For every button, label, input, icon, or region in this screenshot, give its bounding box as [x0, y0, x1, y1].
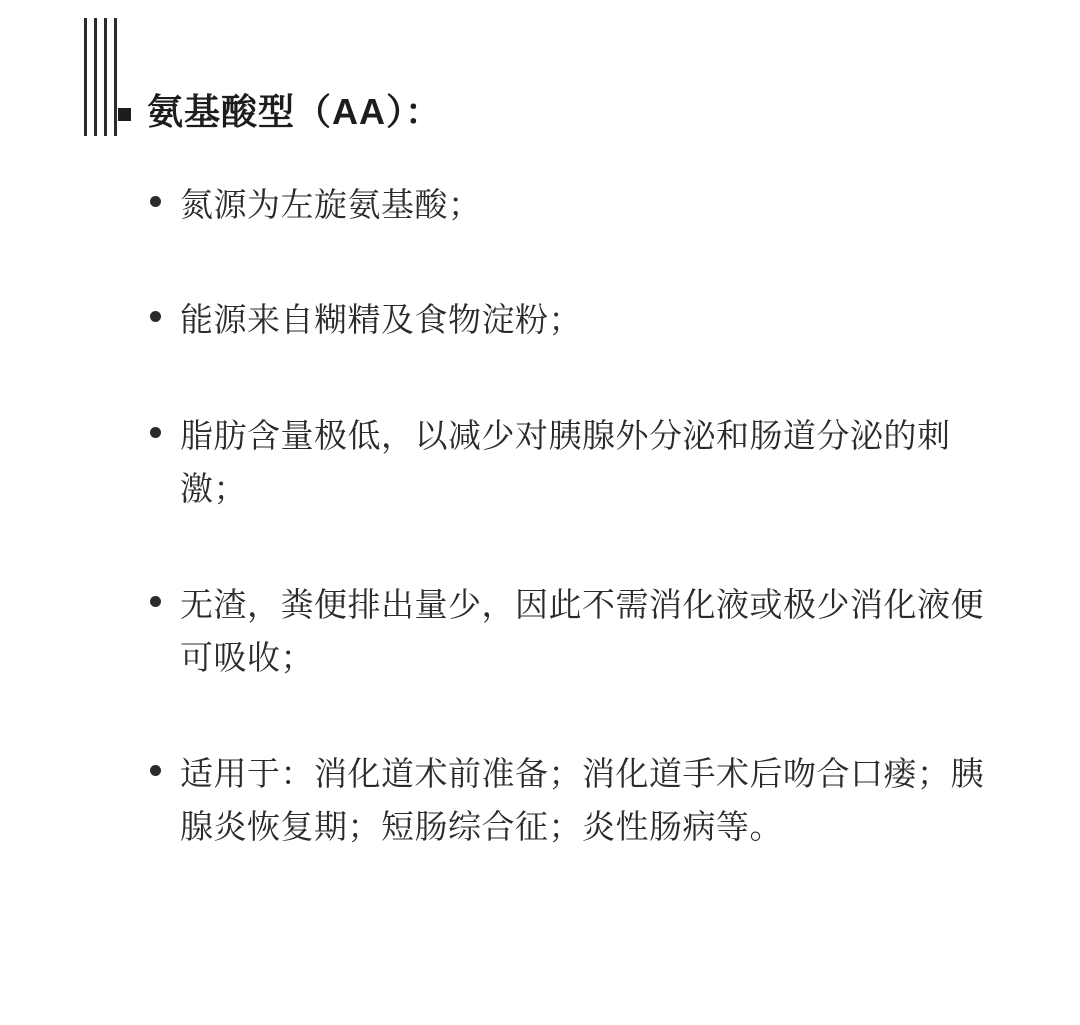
stripe-line — [114, 18, 117, 136]
square-bullet-icon — [118, 108, 131, 121]
section-heading — [118, 90, 442, 133]
dot-bullet-icon — [150, 596, 161, 607]
stripe-line — [94, 18, 97, 136]
dot-bullet-icon — [150, 311, 161, 322]
list-item — [150, 747, 1030, 854]
dot-bullet-icon — [150, 427, 161, 438]
dot-bullet-icon — [150, 196, 161, 207]
list-item — [150, 178, 1030, 231]
bullet-list — [150, 178, 1030, 854]
list-item — [150, 293, 1030, 346]
page-title: 氨基酸型（AA）： — [147, 91, 442, 132]
list-item-text: 无渣，粪便排出量少，因此不需消化液或极少消化液便可吸收； — [180, 585, 984, 677]
list-item — [150, 578, 1030, 685]
list-item-text: 能源来自糊精及食物淀粉； — [180, 301, 582, 339]
list-item-text: 脂肪含量极低，以减少对胰腺外分泌和肠道分泌的刺激； — [180, 416, 951, 508]
dot-bullet-icon — [150, 765, 161, 776]
stripe-line — [84, 18, 87, 136]
list-item — [150, 409, 1030, 516]
list-item-text: 适用于：消化道术前准备；消化道手术后吻合口瘘；胰腺炎恢复期；短肠综合征；炎性肠病等。 — [180, 754, 984, 846]
stripe-line — [104, 18, 107, 136]
list-item-text: 氮源为左旋氨基酸； — [180, 186, 482, 223]
